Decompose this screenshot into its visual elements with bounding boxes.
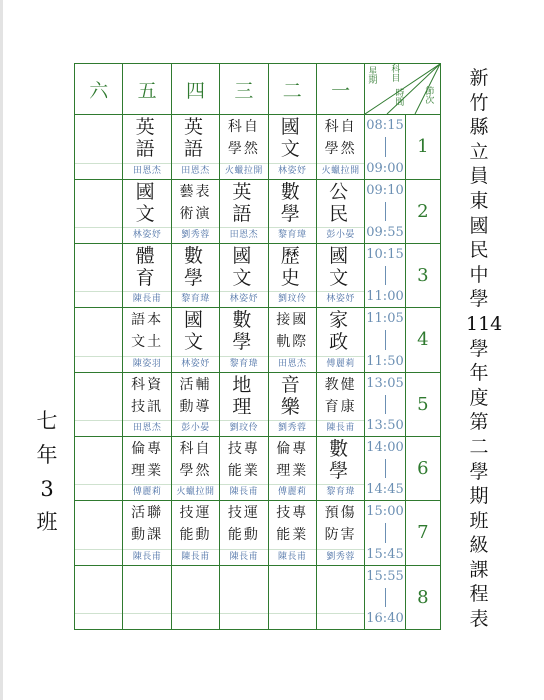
period-number: 8 [405, 565, 440, 629]
subject-text: 技專 能業 [227, 440, 260, 479]
subject-text: 國 文 [329, 244, 353, 289]
subject-name [317, 246, 364, 288]
subject-text: 英 語 [135, 116, 159, 161]
subject-text: 科資 技訊 [131, 376, 164, 415]
subject-name [317, 568, 364, 610]
teacher-name: 陳姿羽 [123, 356, 170, 372]
subject-text: 活輔 動導 [179, 376, 212, 415]
subject-text: 科自 學然 [179, 440, 212, 479]
period-row [75, 372, 441, 436]
class-cell [316, 501, 364, 565]
class-cell [123, 179, 171, 243]
title-char: 民 [469, 239, 489, 262]
subject-text: 數 學 [329, 437, 353, 482]
class-cell [316, 115, 364, 179]
subject-text: 倫專 理業 [276, 440, 309, 479]
end-time: 13:50 [366, 417, 404, 433]
teacher-name: 劉秀蓉 [317, 549, 364, 565]
teacher-name: 黎育瑋 [317, 484, 364, 500]
class-cell [268, 115, 316, 179]
time-cell [365, 372, 405, 436]
teacher-name: 劉秀蓉 [172, 227, 219, 243]
teacher-name: 火蠟拉開 [220, 163, 267, 179]
subject-text: 地 理 [232, 373, 256, 418]
title-char: 竹 [469, 91, 489, 114]
title-char: 學 [469, 288, 489, 311]
teacher-name: 陳長甫 [220, 484, 267, 500]
class-cell [268, 308, 316, 372]
subject-name [75, 439, 122, 481]
time-connector [385, 137, 386, 156]
teacher-name: 傅麗莉 [317, 356, 364, 372]
subject-text: 數 學 [280, 180, 304, 225]
title-char: 程 [469, 583, 489, 606]
title-char: 二 [469, 435, 489, 458]
teacher-name [75, 291, 122, 307]
subject-text: 技運 能動 [227, 505, 260, 544]
class-cell [316, 372, 364, 436]
period-number: 6 [405, 436, 440, 500]
subject-name [317, 503, 364, 545]
class-cell [220, 243, 268, 307]
class-cell [75, 372, 123, 436]
teacher-name: 黎育瑋 [269, 227, 316, 243]
class-cell [75, 243, 123, 307]
subject-text: 活聯 動課 [131, 505, 164, 544]
period-row [75, 243, 441, 307]
class-char: 七 [36, 409, 58, 433]
period-row [75, 115, 441, 179]
class-cell [123, 372, 171, 436]
corner-label-time: 時間 [395, 89, 405, 108]
class-cell [171, 115, 219, 179]
subject-name [317, 375, 364, 417]
class-cell [75, 115, 123, 179]
teacher-name: 傅麗莉 [269, 484, 316, 500]
time-cell [365, 115, 405, 179]
class-cell [123, 115, 171, 179]
subject-name [123, 439, 170, 481]
class-cell [75, 308, 123, 372]
subject-text: 接國 軌際 [276, 312, 309, 351]
end-time: 11:50 [366, 353, 404, 369]
class-cell [268, 501, 316, 565]
subject-text: 體 育 [135, 244, 159, 289]
teacher-name [220, 613, 267, 629]
teacher-name [172, 613, 219, 629]
period-row [75, 308, 441, 372]
teacher-name: 田恩杰 [220, 227, 267, 243]
class-char: 年 [36, 442, 58, 467]
subject-text: 英 語 [232, 180, 256, 225]
period-number: 3 [405, 243, 440, 307]
subject-name [123, 503, 170, 545]
time-connector [385, 588, 386, 607]
title-char: 員 [469, 165, 489, 188]
class-cell [123, 436, 171, 500]
subject-name [172, 503, 219, 545]
class-cell [316, 308, 364, 372]
subject-name [269, 568, 316, 610]
subject-text: 教健 育康 [324, 376, 357, 415]
start-time: 13:05 [366, 375, 404, 391]
end-time: 09:55 [366, 224, 404, 240]
teacher-name: 傅麗莉 [123, 484, 170, 500]
subject-text: 英 語 [183, 116, 207, 161]
time-connector [385, 395, 386, 414]
teacher-name [75, 549, 122, 565]
subject-text: 藝表 術演 [179, 183, 212, 222]
time-connector [385, 330, 386, 349]
class-cell [171, 179, 219, 243]
class-cell [75, 436, 123, 500]
title-char: 立 [469, 140, 489, 163]
teacher-name: 劉玟伶 [220, 420, 267, 436]
teacher-name: 陳長甫 [220, 549, 267, 565]
subject-name [317, 310, 364, 352]
teacher-name [75, 356, 122, 372]
title-char: 東 [469, 189, 489, 212]
title-char: 學 [469, 337, 489, 360]
class-cell [268, 565, 316, 629]
start-time: 10:15 [366, 246, 404, 262]
class-cell [316, 436, 364, 500]
title-char: 中 [469, 263, 489, 286]
start-time: 08:15 [366, 118, 404, 134]
subject-name [269, 375, 316, 417]
class-cell [220, 372, 268, 436]
subject-text: 國 文 [280, 116, 304, 161]
teacher-name: 林姿妤 [123, 227, 170, 243]
title-char: 縣 [469, 116, 489, 139]
time-connector [385, 459, 386, 478]
subject-name [269, 246, 316, 288]
teacher-name: 劉玟伶 [269, 291, 316, 307]
title-char: 級 [469, 534, 489, 557]
teacher-name: 陳長甫 [123, 549, 170, 565]
teacher-name [317, 613, 364, 629]
subject-name [172, 182, 219, 224]
subject-name [75, 375, 122, 417]
class-cell [220, 308, 268, 372]
teacher-name: 彭小晏 [317, 227, 364, 243]
teacher-name: 林姿妤 [172, 356, 219, 372]
class-cell [171, 436, 219, 500]
corner-header [365, 64, 441, 115]
subject-name [220, 375, 267, 417]
period-number: 1 [405, 115, 440, 179]
class-cell [268, 243, 316, 307]
subject-text: 公 民 [329, 180, 353, 225]
day-header: 六 [75, 64, 123, 115]
subject-text: 數 學 [232, 309, 256, 354]
subject-name [269, 117, 316, 159]
day-header: 三 [220, 64, 268, 115]
teacher-name: 陳長甫 [123, 291, 170, 307]
teacher-name [75, 420, 122, 436]
time-cell [365, 565, 405, 629]
subject-name [75, 568, 122, 610]
period-number: 5 [405, 372, 440, 436]
subject-text: 技運 能動 [179, 505, 212, 544]
teacher-name [75, 227, 122, 243]
class-cell [171, 308, 219, 372]
teacher-name: 彭小晏 [172, 420, 219, 436]
subject-text: 家 政 [329, 309, 353, 354]
subject-text: 歷 史 [280, 244, 304, 289]
subject-name [123, 568, 170, 610]
class-cell [123, 308, 171, 372]
subject-text: 國 文 [183, 309, 207, 354]
class-cell [75, 179, 123, 243]
subject-name [172, 375, 219, 417]
subject-text: 倫專 理業 [131, 440, 164, 479]
end-time: 15:45 [366, 546, 404, 562]
teacher-name: 田恩杰 [172, 163, 219, 179]
class-cell [171, 243, 219, 307]
subject-name [172, 310, 219, 352]
teacher-name: 田恩杰 [123, 163, 170, 179]
teacher-name: 火蠟拉開 [172, 484, 219, 500]
class-cell [220, 565, 268, 629]
subject-name [220, 182, 267, 224]
subject-name [123, 375, 170, 417]
subject-text: 科自 學然 [227, 119, 260, 158]
title-char: 課 [469, 558, 489, 581]
start-time: 11:05 [366, 311, 404, 327]
period-row [75, 179, 441, 243]
class-cell [171, 565, 219, 629]
teacher-name: 劉秀蓉 [269, 420, 316, 436]
teacher-name [75, 163, 122, 179]
class-cell [268, 179, 316, 243]
page-left-edge [0, 0, 3, 700]
title-char: 學 [469, 460, 489, 483]
teacher-name [269, 613, 316, 629]
time-connector [385, 202, 386, 221]
start-time: 15:00 [366, 504, 404, 520]
teacher-name: 林姿妤 [317, 291, 364, 307]
class-cell [268, 372, 316, 436]
subject-name [123, 117, 170, 159]
period-row [75, 436, 441, 500]
start-time: 09:10 [366, 182, 404, 198]
class-cell [316, 243, 364, 307]
time-cell [365, 179, 405, 243]
subject-text: 數 學 [183, 244, 207, 289]
teacher-name: 林姿妤 [220, 291, 267, 307]
teacher-name [75, 484, 122, 500]
class-cell [123, 501, 171, 565]
title-char: 第 [469, 411, 489, 434]
subject-text: 音 樂 [280, 373, 304, 418]
class-cell [171, 372, 219, 436]
class-cell [268, 436, 316, 500]
class-cell [220, 179, 268, 243]
subject-name [220, 503, 267, 545]
subject-name [75, 117, 122, 159]
corner-label-period: 節次 [425, 87, 435, 106]
period-number: 2 [405, 179, 440, 243]
class-cell [75, 565, 123, 629]
subject-name [220, 117, 267, 159]
class-cell [316, 179, 364, 243]
subject-name [123, 310, 170, 352]
teacher-name: 陳長甫 [317, 420, 364, 436]
class-cell [123, 565, 171, 629]
class-cell [316, 565, 364, 629]
subject-text: 國 文 [135, 180, 159, 225]
title-char: 期 [469, 485, 489, 508]
subject-name [317, 439, 364, 481]
teacher-name: 黎育瑋 [172, 291, 219, 307]
start-time: 14:00 [366, 439, 404, 455]
subject-name [269, 439, 316, 481]
teacher-name [75, 613, 122, 629]
teacher-name: 黎育瑋 [220, 356, 267, 372]
end-time: 11:00 [366, 289, 404, 305]
end-time: 09:00 [366, 160, 404, 176]
subject-name [172, 246, 219, 288]
header-row [75, 64, 441, 115]
end-time: 16:40 [366, 611, 404, 626]
subject-name [123, 182, 170, 224]
subject-text: 科自 學然 [324, 119, 357, 158]
subject-name [269, 182, 316, 224]
class-char: 班 [36, 510, 58, 535]
teacher-name: 田恩杰 [123, 420, 170, 436]
title-char: 新 [469, 67, 489, 89]
class-cell [220, 115, 268, 179]
time-cell [365, 501, 405, 565]
day-header: 五 [123, 64, 171, 115]
subject-name [269, 503, 316, 545]
day-header: 四 [171, 64, 219, 115]
subject-name [75, 182, 122, 224]
title-char: 114 [466, 312, 503, 335]
title-char: 度 [469, 386, 489, 409]
subject-name [269, 310, 316, 352]
subject-name [75, 310, 122, 352]
teacher-name: 田恩杰 [269, 356, 316, 372]
teacher-name [123, 613, 170, 629]
title-char: 年 [469, 362, 489, 385]
class-cell [123, 243, 171, 307]
subject-name [220, 310, 267, 352]
time-cell [365, 308, 405, 372]
time-cell [365, 243, 405, 307]
subject-text: 技專 能業 [276, 505, 309, 544]
teacher-name: 陳長甫 [172, 549, 219, 565]
title-char: 表 [469, 608, 489, 631]
end-time: 14:45 [366, 482, 404, 498]
subject-name [220, 568, 267, 610]
subject-name [75, 246, 122, 288]
subject-name [220, 246, 267, 288]
subject-text: 預傷 防害 [324, 505, 357, 544]
class-cell [75, 501, 123, 565]
class-char: 3 [40, 476, 54, 501]
subject-name [317, 182, 364, 224]
time-cell [365, 436, 405, 500]
teacher-name: 陳長甫 [269, 549, 316, 565]
time-connector [385, 266, 386, 285]
period-row [75, 565, 441, 629]
class-cell [171, 501, 219, 565]
period-number: 7 [405, 501, 440, 565]
corner-label-weekday: 星期 [368, 67, 378, 86]
subject-name [172, 439, 219, 481]
time-connector [385, 523, 386, 542]
day-header: 二 [268, 64, 316, 115]
class-cell [220, 501, 268, 565]
subject-name [317, 117, 364, 159]
timetable [74, 63, 441, 630]
start-time: 15:55 [366, 568, 404, 584]
period-number: 4 [405, 308, 440, 372]
subject-name [172, 117, 219, 159]
subject-name [172, 568, 219, 610]
title-char: 國 [469, 214, 489, 237]
subject-name [220, 439, 267, 481]
period-row [75, 501, 441, 565]
day-header: 一 [316, 64, 364, 115]
subject-name [75, 503, 122, 545]
title-char: 班 [469, 509, 489, 532]
class-cell [220, 436, 268, 500]
teacher-name: 火蠟拉開 [317, 163, 364, 179]
teacher-name: 林姿妤 [269, 163, 316, 179]
corner-label-subject: 科目 [391, 65, 401, 84]
class-label [30, 405, 64, 540]
subject-name [123, 246, 170, 288]
subject-text: 國 文 [232, 244, 256, 289]
subject-text: 語本 文土 [131, 312, 164, 351]
schedule-title [466, 66, 503, 632]
